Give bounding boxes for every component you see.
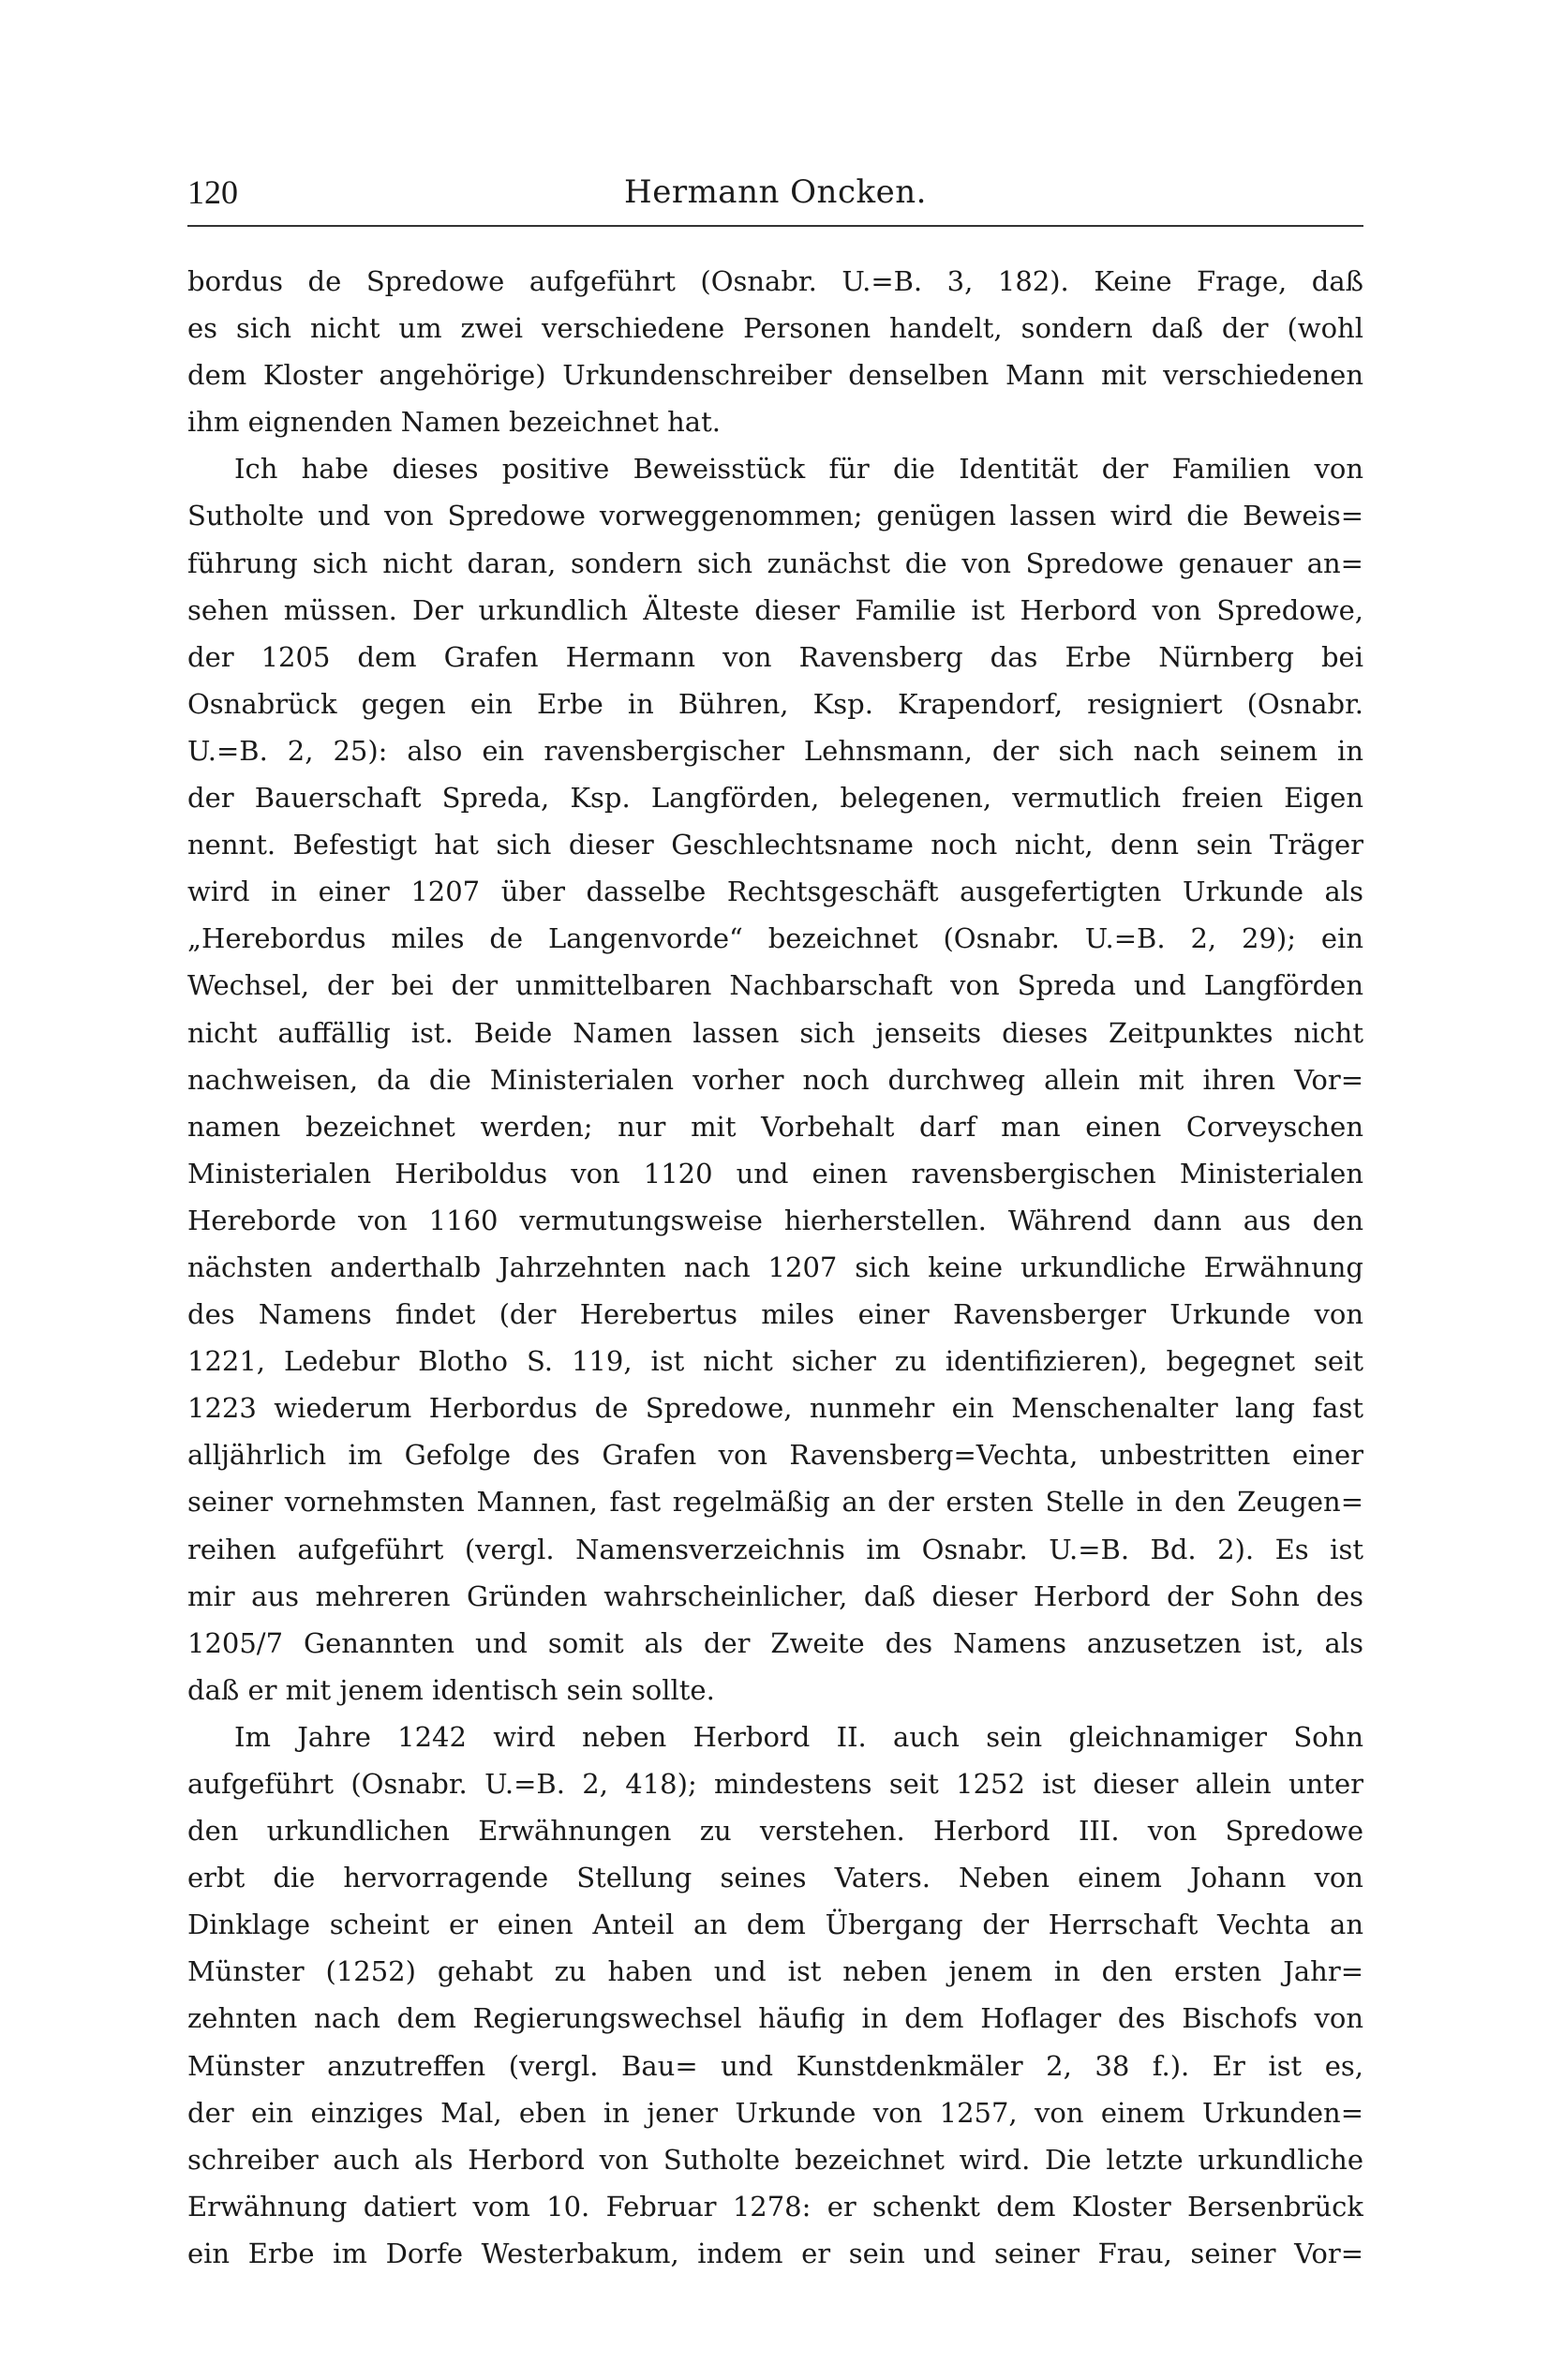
text-line: es sich nicht um zwei verschiedene Personen handelt, sondern daß der (wohl [187,312,1363,345]
header-rule [187,225,1363,227]
text-line: der ein einziges Mal, eben in jener Urkunde von 1257, von einem Urkunden= [187,2096,1363,2129]
text-line: mir aus mehreren Gründen wahrscheinlicher, daß dieser Herbord der Sohn des [187,1579,1363,1612]
text-line: sehen müssen. Der urkundlich Älteste dieser Familie ist Herbord von Spredowe, [187,593,1363,626]
text-line: nicht auffällig ist. Beide Namen lassen sich jenseits dieses Zeitpunktes nicht [187,1016,1363,1049]
text-line: der 1205 dem Grafen Hermann von Ravensberg das Erbe Nürnberg bei [187,640,1363,673]
text-line: Münster (1252) gehabt zu haben und ist neben jenem in den ersten Jahr= [187,1955,1363,1988]
text-line: 1221, Ledebur Blotho S. 119, ist nicht sicher zu identifizieren), begegnet seit [187,1345,1363,1378]
text-line: Ich habe dieses positive Beweisstück für die Identität der Familien von [234,453,1363,486]
text-line: wird in einer 1207 über dasselbe Rechtsgeschäft ausgefertigten Urkunde als [187,876,1363,908]
text-line: 1223 wiederum Herbordus de Spredowe, nunmehr ein Menschenalter lang fast [187,1392,1363,1425]
text-line: den urkundlichen Erwähnungen zu verstehen. Herbord III. von Spredowe [187,1815,1363,1848]
text-line: erbt die hervorragende Stellung seines Vaters. Neben einem Johann von [187,1862,1363,1894]
text-line: nennt. Befestigt hat sich dieser Geschlechtsname noch nicht, denn sein Träger [187,829,1363,861]
text-line: seiner vornehmsten Mannen, fast regelmäßig an der ersten Stelle in den Zeugen= [187,1486,1363,1519]
text-line: Ministerialen Heriboldus von 1120 und einen ravensbergischen Ministerialen [187,1157,1363,1190]
text-line: dem Kloster angehörige) Urkundenschreiber denselben Mann mit verschiedenen [187,359,1363,392]
text-line: 1205/7 Genannten und somit als der Zweite des Namens anzusetzen ist, als [187,1626,1363,1659]
text-line: ihm eignenden Namen bezeichnet hat. [187,406,721,439]
text-line: nachweisen, da die Ministerialen vorher noch durchweg allein mit ihren Vor= [187,1063,1363,1096]
paragraph [187,1714,1363,2277]
text-line: zehnten nach dem Regierungswechsel häufig in dem Hoflager des Bischofs von [187,2002,1363,2035]
page-number: 120 [187,173,238,211]
text-line: ein Erbe im Dorfe Westerbakum, indem er sein und seiner Frau, seiner Vor= [187,2237,1363,2269]
text-line: namen bezeichnet werden; nur mit Vorbehalt darf man einen Corveyschen [187,1110,1363,1143]
paragraph [187,258,1363,445]
text-line: des Namens findet (der Herebertus miles einer Ravensberger Urkunde von [187,1298,1363,1331]
running-head [187,169,1363,216]
text-line: Hereborde von 1160 vermutungsweise hierherstellen. Während dann aus den [187,1204,1363,1236]
body-text [187,258,1363,2277]
text-line: führung sich nicht daran, sondern sich zunächst die von Spredowe genauer an= [187,546,1363,579]
text-line: bordus de Spredowe aufgeführt (Osnabr. U.=B. 3, 182). Keine Frage, daß [187,265,1363,297]
text-line: U.=B. 2, 25): also ein ravensbergischer Lehnsmann, der sich nach seinem in [187,734,1363,767]
text-line: reihen aufgeführt (vergl. Namensverzeichnis im Osnabr. U.=B. Bd. 2). Es ist [187,1533,1363,1565]
text-line: der Bauerschaft Spreda, Ksp. Langförden, belegenen, vermutlich freien Eigen [187,782,1363,815]
text-line: alljährlich im Gefolge des Grafen von Ravensberg=Vechta, unbestritten einer [187,1439,1363,1472]
text-line: daß er mit jenem identisch sein sollte. [187,1673,715,1706]
text-line: „Herebordus miles de Langenvorde“ bezeichnet (Osnabr. U.=B. 2, 29); ein [187,922,1363,955]
text-line: Münster anzutreffen (vergl. Bau= und Kunstdenkmäler 2, 38 f.). Er ist es, [187,2049,1363,2082]
text-line: schreiber auch als Herbord von Sutholte bezeichnet wird. Die letzte urkundliche [187,2143,1363,2176]
text-line: nächsten anderthalb Jahrzehnten nach 1207 sich keine urkundliche Erwähnung [187,1250,1363,1283]
text-line: aufgeführt (Osnabr. U.=B. 2, 418); mindestens seit 1252 ist dieser allein unter [187,1768,1363,1800]
text-line: Im Jahre 1242 wird neben Herbord II. auch sein gleichnamiger Sohn [234,1720,1363,1753]
running-title: Hermann Oncken. [624,173,927,211]
text-line: Wechsel, der bei der unmittelbaren Nachbarschaft von Spreda und Langförden [187,969,1363,1002]
text-line: Dinklage scheint er einen Anteil an dem Übergang der Herrschaft Vechta an [187,1908,1363,1941]
paragraph [187,445,1363,1714]
text-line: Sutholte und von Spredowe vorweggenommen; genügen lassen wird die Beweis= [187,500,1363,532]
text-line: Erwähnung datiert vom 10. Februar 1278: er schenkt dem Kloster Bersenbrück [187,2190,1363,2223]
text-line: Osnabrück gegen ein Erbe in Bühren, Ksp. Krapendorf, resigniert (Osnabr. [187,687,1363,720]
